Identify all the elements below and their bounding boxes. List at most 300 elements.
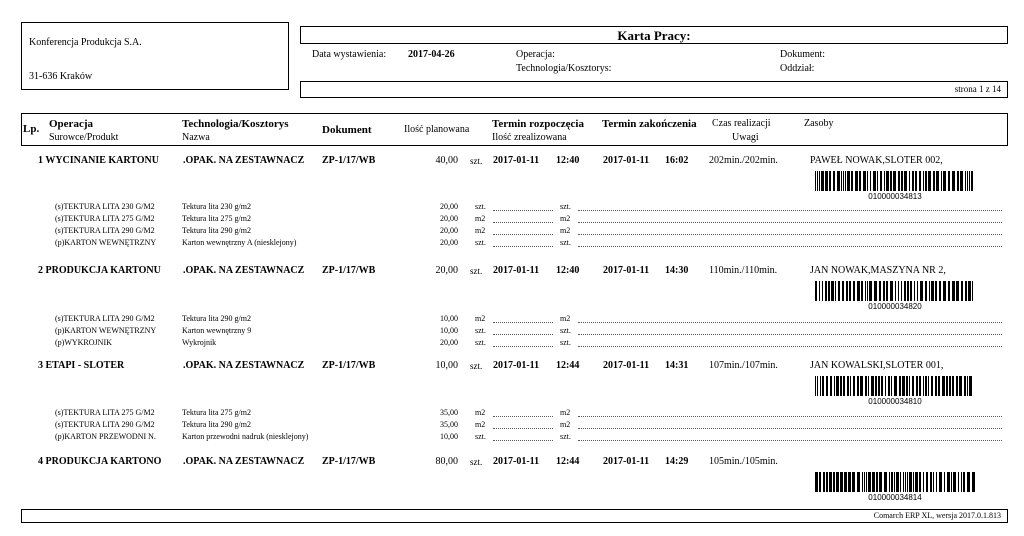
barcode-bar — [883, 281, 885, 301]
barcode — [815, 472, 975, 492]
company-address: 31-636 Kraków — [29, 71, 93, 82]
barcode-bar — [886, 171, 889, 191]
barcode-bar — [958, 472, 959, 492]
material-qty: 20,00 — [440, 202, 458, 211]
barcode-bar — [972, 281, 973, 301]
operation-technology: .OPAK. NA ZESTAWNACZ — [183, 265, 305, 276]
material-code: (s)TEKTURA LITA 290 G/M2 — [55, 226, 155, 235]
barcode-bar — [923, 171, 924, 191]
material-qty: 35,00 — [440, 408, 458, 417]
barcode-bar — [840, 376, 842, 396]
barcode-bar — [972, 472, 975, 492]
operation-start-date: 2017-01-11 — [493, 155, 540, 166]
barcode-bar — [919, 376, 921, 396]
barcode-bar — [852, 472, 855, 492]
barcode-bar — [901, 171, 903, 191]
barcode-bar — [868, 376, 869, 396]
barcode-bar — [820, 376, 821, 396]
barcode-bar — [881, 376, 883, 396]
material-unit: m2 — [475, 226, 486, 235]
barcode-bar — [859, 171, 861, 191]
barcode-bar — [837, 171, 840, 191]
material-done-line — [493, 416, 553, 417]
barcode-bar — [965, 171, 966, 191]
material-unit: szt. — [475, 326, 486, 335]
barcode-bar — [857, 281, 860, 301]
barcode-bar — [890, 171, 892, 191]
barcode-bar — [899, 376, 901, 396]
barcode-bar — [864, 472, 865, 492]
barcode-bar — [909, 376, 910, 396]
barcode-bar — [878, 376, 880, 396]
material-qty: 20,00 — [440, 226, 458, 235]
material-unit-2: m2 — [560, 226, 571, 235]
material-code: (s)TEKTURA LITA 290 G/M2 — [55, 420, 155, 429]
barcode-bar — [831, 281, 834, 301]
material-done-line — [493, 246, 553, 247]
barcode-bar — [870, 171, 871, 191]
barcode-bar — [863, 171, 866, 191]
material-code: (s)TEKTURA LITA 290 G/M2 — [55, 314, 155, 323]
barcode-bar — [905, 472, 906, 492]
material-done-line — [493, 346, 553, 347]
barcode-bar — [964, 376, 966, 396]
page-number: strona 1 z 14 — [954, 84, 1001, 94]
header-notes: Uwagi — [732, 132, 759, 143]
material-qty: 10,00 — [440, 432, 458, 441]
barcode-bar — [948, 281, 950, 301]
barcode-bar — [946, 376, 948, 396]
material-code: (p)KARTON PRZEWODNI N. — [55, 432, 156, 441]
barcode-bar — [969, 376, 972, 396]
operation-unit: szt. — [470, 156, 483, 166]
barcode-bar — [868, 472, 871, 492]
material-unit-2: m2 — [560, 408, 571, 417]
barcode-bar — [828, 281, 830, 301]
material-notes-line — [578, 346, 1002, 347]
barcode-bar — [956, 376, 958, 396]
barcode-bar — [961, 472, 962, 492]
barcode-bar — [817, 376, 818, 396]
barcode-bar — [876, 472, 878, 492]
barcode-bar — [836, 472, 839, 492]
barcode-bar — [901, 281, 902, 301]
barcode-bar — [890, 281, 893, 301]
material-unit: m2 — [475, 314, 486, 323]
material-done-line — [493, 234, 553, 235]
barcode-bar — [930, 472, 932, 492]
material-notes-line — [578, 428, 1002, 429]
barcode-bar — [879, 281, 881, 301]
barcode-bar — [889, 472, 890, 492]
barcode-bar — [952, 376, 954, 396]
material-unit-2: szt. — [560, 238, 571, 247]
barcode-bar — [861, 281, 863, 301]
barcode-bar — [869, 281, 872, 301]
issue-date-label: Data wystawienia: — [312, 49, 387, 60]
document-label: Dokument: — [780, 49, 825, 60]
material-code: (s)TEKTURA LITA 275 G/M2 — [55, 214, 155, 223]
operation-end-date: 2017-01-11 — [603, 265, 650, 276]
operation-title: 4 PRODUKCJA KARTONÓ — [38, 456, 162, 467]
barcode-bar — [900, 472, 901, 492]
material-notes-line — [578, 334, 1002, 335]
footer-box — [21, 509, 1008, 523]
header-document: Dokument — [322, 124, 372, 136]
material-qty: 10,00 — [440, 326, 458, 335]
header-time: Czas realizacji — [712, 118, 771, 129]
material-unit: m2 — [475, 408, 486, 417]
material-notes-line — [578, 440, 1002, 441]
barcode-bar — [880, 171, 882, 191]
operation-unit: szt. — [470, 361, 483, 371]
barcode-bar — [872, 472, 875, 492]
operation-title: 2 PRODUKCJA KARTONU — [38, 265, 161, 276]
barcode-bar — [817, 171, 818, 191]
barcode-bar — [926, 472, 928, 492]
barcode-bar — [952, 281, 955, 301]
barcode-bar — [848, 472, 851, 492]
barcode-bar — [822, 281, 823, 301]
footer-version: Comarch ERP XL, wersja 2017.0.1.813 — [873, 511, 1001, 520]
barcode-bar — [860, 376, 863, 396]
material-qty: 20,00 — [440, 238, 458, 247]
material-notes-line — [578, 416, 1002, 417]
material-notes-line — [578, 322, 1002, 323]
barcode-bar — [888, 376, 890, 396]
material-done-line — [493, 334, 553, 335]
barcode-bar — [933, 472, 934, 492]
operation-unit: szt. — [470, 457, 483, 467]
barcode-bar — [850, 376, 851, 396]
material-done-line — [493, 210, 553, 211]
material-unit-2: m2 — [560, 214, 571, 223]
barcode-bar — [923, 472, 924, 492]
barcode-bar — [822, 376, 824, 396]
barcode-bar — [925, 281, 927, 301]
barcode-number: 010000034814 — [868, 493, 922, 502]
operation-resource: JAN KOWALSKI,SLOTER 001, — [810, 360, 944, 371]
barcode-bar — [931, 281, 934, 301]
issue-date-value: 2017-04-26 — [408, 49, 455, 60]
material-name: Tektura lita 275 g/m2 — [182, 214, 251, 223]
barcode-bar — [967, 171, 968, 191]
material-notes-line — [578, 234, 1002, 235]
operation-time: 202min./202min. — [709, 155, 778, 166]
barcode-bar — [825, 171, 828, 191]
material-unit-2: m2 — [560, 314, 571, 323]
barcode-bar — [928, 171, 931, 191]
barcode-bar — [898, 171, 900, 191]
barcode-bar — [933, 171, 935, 191]
material-done-line — [493, 428, 553, 429]
barcode-bar — [915, 472, 918, 492]
barcode-bar — [853, 376, 855, 396]
barcode-bar — [959, 376, 962, 396]
barcode-bar — [838, 281, 840, 301]
material-code: (s)TEKTURA LITA 230 G/M2 — [55, 202, 155, 211]
barcode-bar — [862, 472, 863, 492]
operation-technology: .OPAK. NA ZESTAWNACZ — [183, 155, 305, 166]
barcode-bar — [845, 171, 846, 191]
barcode-bar — [898, 281, 899, 301]
barcode-bar — [875, 376, 877, 396]
operation-time: 107min./107min. — [709, 360, 778, 371]
operation-technology: .OPAK. NA ZESTAWNACZ — [183, 360, 305, 371]
barcode-bar — [902, 376, 905, 396]
barcode-bar — [877, 171, 878, 191]
barcode-bar — [847, 171, 850, 191]
header-qty-planned: Ilość planowana — [404, 124, 470, 135]
barcode-bar — [851, 171, 853, 191]
barcode-bar — [963, 472, 965, 492]
material-qty: 20,00 — [440, 214, 458, 223]
barcode-bar — [915, 171, 917, 191]
barcode-bar — [886, 281, 888, 301]
barcode — [815, 376, 975, 396]
material-unit: szt. — [475, 432, 486, 441]
barcode-bar — [826, 376, 828, 396]
barcode-bar — [944, 472, 945, 492]
page-box — [300, 81, 1008, 98]
header-start: Termin rozpoczęcia — [492, 118, 584, 130]
barcode-bar — [842, 281, 844, 301]
operation-document: ZP-1/17/WB — [322, 360, 376, 371]
material-unit-2: szt. — [560, 326, 571, 335]
barcode-bar — [895, 281, 896, 301]
operation-start-time: 12:40 — [556, 265, 580, 276]
barcode-bar — [874, 281, 877, 301]
barcode-bar — [866, 472, 867, 492]
barcode-bar — [855, 171, 858, 191]
barcode-bar — [833, 472, 835, 492]
barcode-bar — [853, 281, 855, 301]
barcode-bar — [825, 281, 827, 301]
operation-document: ZP-1/17/WB — [322, 456, 376, 467]
barcode-bar — [928, 376, 929, 396]
barcode-bar — [849, 281, 851, 301]
barcode-bar — [904, 171, 907, 191]
barcode-bar — [956, 281, 959, 301]
material-code: (s)TEKTURA LITA 275 G/M2 — [55, 408, 155, 417]
barcode-bar — [867, 281, 868, 301]
material-code: (p)WYKROJNIK — [55, 338, 112, 347]
material-unit: szt. — [475, 202, 486, 211]
header-resources: Zasoby — [804, 118, 834, 129]
material-name: Wykrojnik — [182, 338, 217, 347]
operation-unit: szt. — [470, 266, 483, 276]
operation-start-time: 12:44 — [556, 456, 580, 467]
material-notes-line — [578, 210, 1002, 211]
barcode-bar — [967, 472, 970, 492]
operation-title: 3 ETAPI - SLOTER — [38, 360, 125, 371]
operation-end-time: 16:02 — [665, 155, 689, 166]
barcode-bar — [967, 376, 968, 396]
operation-qty: 20,00 — [435, 265, 458, 276]
barcode-bar — [925, 376, 927, 396]
barcode-bar — [846, 281, 848, 301]
barcode-bar — [909, 171, 910, 191]
header-name: Nazwa — [182, 132, 210, 143]
material-name: Tektura lita 290 g/m2 — [182, 314, 251, 323]
barcode-bar — [840, 472, 843, 492]
header-technology: Technologia/Kosztorys — [182, 118, 289, 130]
material-name: Tektura lita 290 g/m2 — [182, 420, 251, 429]
barcode-bar — [826, 472, 828, 492]
barcode-bar — [829, 472, 832, 492]
barcode-bar — [857, 472, 860, 492]
material-unit-2: m2 — [560, 420, 571, 429]
barcode — [815, 281, 975, 301]
operation-end-date: 2017-01-11 — [603, 456, 650, 467]
barcode-bar — [871, 376, 874, 396]
barcode-bar — [843, 376, 845, 396]
barcode-bar — [819, 472, 821, 492]
material-done-line — [493, 222, 553, 223]
material-name: Tektura lita 230 g/m2 — [182, 202, 251, 211]
barcode-bar — [952, 171, 955, 191]
barcode-bar — [965, 281, 967, 301]
barcode-bar — [841, 171, 842, 191]
operation-start-date: 2017-01-11 — [493, 360, 540, 371]
material-unit: m2 — [475, 420, 486, 429]
barcode-bar — [971, 171, 973, 191]
barcode-bar — [829, 171, 831, 191]
barcode-bar — [943, 171, 946, 191]
header-operation: Operacja — [49, 118, 93, 130]
material-done-line — [493, 440, 553, 441]
material-qty: 20,00 — [440, 338, 458, 347]
barcode-bar — [815, 171, 816, 191]
barcode-bar — [907, 281, 909, 301]
barcode-bar — [873, 171, 876, 191]
barcode-bar — [931, 376, 933, 396]
barcode-bar — [957, 171, 959, 191]
material-name: Tektura lita 275 g/m2 — [182, 408, 251, 417]
material-name: Karton wewnętrzny A (niesklejony) — [182, 238, 297, 247]
operation-time: 105min./105min. — [709, 456, 778, 467]
document-title: Karta Pracy: — [617, 28, 691, 43]
operation-end-time: 14:30 — [665, 265, 689, 276]
material-code: (p)KARTON WEWNĘTRZNY — [55, 238, 157, 247]
barcode-bar — [836, 376, 839, 396]
operation-start-date: 2017-01-11 — [493, 265, 540, 276]
barcode-bar — [844, 472, 847, 492]
material-unit-2: szt. — [560, 202, 571, 211]
barcode-bar — [815, 376, 816, 396]
header-end: Termin zakończenia — [602, 118, 697, 130]
barcode-bar — [865, 376, 867, 396]
barcode-bar — [960, 171, 963, 191]
operation-end-time: 14:29 — [665, 456, 689, 467]
barcode-bar — [949, 376, 951, 396]
barcode-bar — [936, 171, 939, 191]
material-code: (p)KARTON WEWNĘTRZNY — [55, 326, 157, 335]
operation-end-date: 2017-01-11 — [603, 360, 650, 371]
operation-end-date: 2017-01-11 — [603, 155, 650, 166]
operation-title: 1 WYCINANIE KARTONU — [38, 155, 159, 166]
barcode-bar — [920, 281, 923, 301]
material-unit-2: szt. — [560, 432, 571, 441]
company-box — [21, 22, 289, 90]
operation-time: 110min./110min. — [709, 265, 778, 276]
barcode-bar — [819, 171, 820, 191]
barcode-bar — [947, 472, 950, 492]
barcode-bar — [907, 472, 908, 492]
barcode-bar — [968, 281, 971, 301]
barcode-bar — [914, 281, 915, 301]
barcode-bar — [936, 472, 937, 492]
barcode-bar — [815, 281, 817, 301]
column-header-box — [21, 113, 1008, 146]
barcode-bar — [919, 171, 921, 191]
barcode-bar — [906, 376, 908, 396]
material-name: Karton wewnętrzny 9 — [182, 326, 252, 335]
operation-end-time: 14:31 — [665, 360, 689, 371]
barcode-bar — [925, 171, 927, 191]
barcode-bar — [943, 281, 946, 301]
barcode-number: 010000034813 — [868, 192, 922, 201]
barcode-bar — [833, 171, 835, 191]
barcode-number: 010000034810 — [868, 397, 922, 406]
operation-qty: 80,00 — [435, 456, 458, 467]
barcode-bar — [835, 281, 836, 301]
header-qty-done: Ilość zrealizowana — [492, 132, 567, 143]
barcode-bar — [896, 472, 899, 492]
material-notes-line — [578, 246, 1002, 247]
barcode-bar — [912, 376, 914, 396]
barcode-bar — [865, 281, 866, 301]
branch-label: Oddział: — [780, 63, 815, 74]
material-qty: 35,00 — [440, 420, 458, 429]
technology-label: Technologia/Kosztorys: — [516, 63, 612, 74]
material-notes-line — [578, 222, 1002, 223]
operation-label: Operacja: — [516, 49, 555, 60]
barcode-bar — [894, 472, 895, 492]
operation-technology: .OPAK. NA ZESTAWNACZ — [183, 456, 305, 467]
barcode-bar — [941, 171, 942, 191]
material-name: Tektura lita 290 g/m2 — [182, 226, 251, 235]
barcode-bar — [913, 472, 914, 492]
barcode-bar — [834, 376, 835, 396]
barcode-bar — [961, 281, 963, 301]
barcode-bar — [916, 376, 918, 396]
barcode-bar — [923, 376, 924, 396]
barcode-bar — [912, 171, 914, 191]
operation-document: ZP-1/17/WB — [322, 265, 376, 276]
barcode-bar — [909, 472, 912, 492]
barcode-bar — [815, 472, 818, 492]
barcode-bar — [953, 472, 956, 492]
barcode-number: 010000034820 — [868, 302, 922, 311]
barcode-bar — [891, 376, 892, 396]
material-unit: m2 — [475, 214, 486, 223]
barcode-bar — [885, 376, 886, 396]
material-unit: szt. — [475, 238, 486, 247]
barcode-bar — [903, 472, 904, 492]
barcode-bar — [847, 376, 849, 396]
header-lp: Lp. — [23, 123, 40, 135]
operation-start-date: 2017-01-11 — [493, 456, 540, 467]
operation-qty: 40,00 — [435, 155, 458, 166]
barcode-bar — [939, 472, 942, 492]
operation-resource: PAWEŁ NOWAK,SLOTER 002, — [810, 155, 943, 166]
barcode-bar — [879, 472, 882, 492]
barcode-bar — [917, 281, 918, 301]
barcode-bar — [819, 281, 820, 301]
barcode-bar — [884, 171, 885, 191]
operation-start-time: 12:44 — [556, 360, 580, 371]
